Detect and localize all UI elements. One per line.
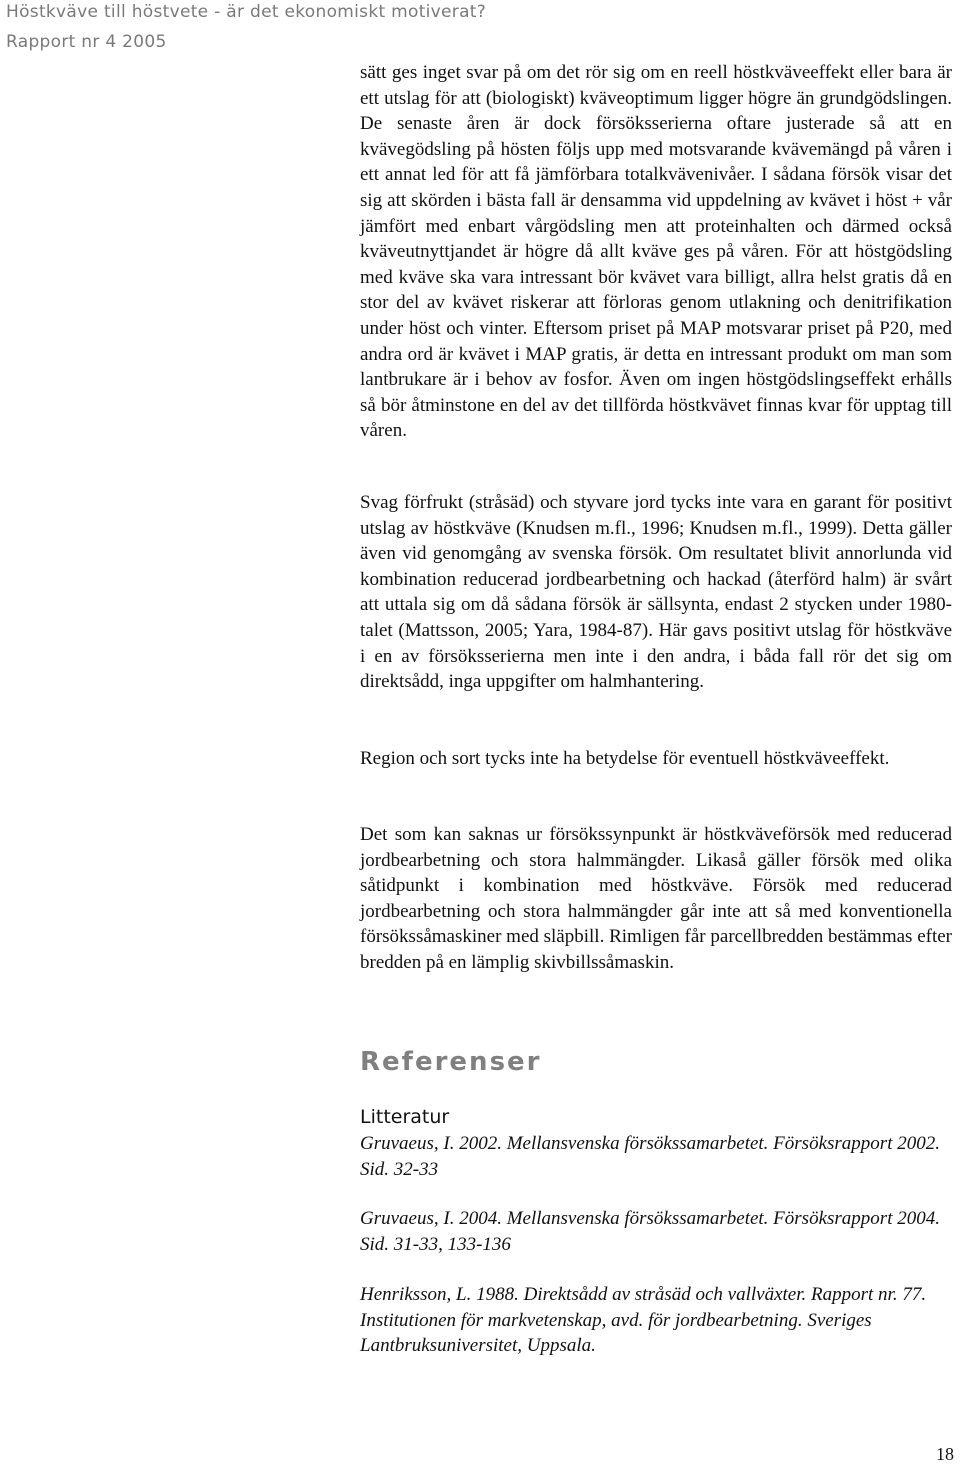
paragraph-3: Region och sort tycks inte ha betydelse för eventuell höstkväveeffekt.	[360, 748, 890, 769]
references-heading: Referenser	[360, 1047, 542, 1077]
running-header	[6, 2, 486, 52]
literature-subheading: Litteratur	[360, 1106, 450, 1128]
document-title: Höstkväve till höstvete - är det ekonomiskt motiverat?	[6, 2, 487, 22]
page-number: 18	[936, 1444, 954, 1464]
report-number: Rapport nr 4 2005	[6, 32, 167, 52]
reference-item: Gruvaeus, I. 2004. Mellansvenska försökssamarbetet. Försöksrapport 2004. Sid. 31-33, 133-136	[360, 1208, 940, 1255]
reference-item: Henriksson, L. 1988. Direktsådd av stråsäd och vallväxter. Rapport nr. 77. Institutionen för markvetenskap, avd. för jordbearbetning. Sveriges Lantbruksuniversitet, Uppsala.	[360, 1284, 927, 1357]
paragraph-1: sätt ges inget svar på om det rör sig om en reell höstkväveeffekt eller bara är ett utslag för att (biologiskt) kväveoptimum ligger högre än grundgödslingen. De senaste åren är dock försöksserierna oftare justerade så att en kvävegödsling på hösten följs upp med motsvarande kvävemängd på våren i ett annat led för att få jämförbara totalkvävenivåer. I sådana försök visar det sig att skörden i bästa fall är densamma vid uppdelning av kvävet i höst + vår jämfört med enbart vårgödsling men att proteinhalten och därmed också kväveutnyttjandet är högre då allt kväve ges på våren. För att höstgödsling med kväve ska vara intressant bör kvävet vara billigt, allra helst gratis då en stor del av kvävet riskerar att förloras genom utlakning och denitrifikation under höst och vinter. Eftersom priset på MAP motsvarar priset på P20, med andra ord är kvävet i MAP gratis, är detta en intressant produkt om man som lantbrukare är i behov av fosfor. Även om ingen höstgödslingseffekt erhålls så bör åtminstone en del av det tillförda höstkvävet finnas kvar för upptag till våren.	[360, 62, 952, 442]
paragraph-4: Det som kan saknas ur försökssynpunkt är höstkväveförsök med reducerad jordbearbetning och stora halmmängder. Likaså gäller försök med olika såtidpunkt i kombination med höstkväve. Försök med reducerad jordbearbetning och stora halmmängder går inte att så med konventionella försökssåmaskiner med släpbill. Rimligen får parcellbredden bestämmas efter bredden på en lämplig skivbillssåmaskin.	[360, 824, 952, 973]
paragraph-2: Svag förfrukt (stråsäd) och styvare jord tycks inte vara en garant för positivt utslag av höstkväve (Knudsen m.fl., 1996; Knudsen m.fl., 1999). Detta gäller även vid genomgång av svenska försök. Om resultatet blivit annorlunda vid kombination reducerad jordbearbetning och hackad (återförd halm) är svårt att uttala sig om då sådana försök är sällsynta, endast 2 stycken under 1980-talet (Mattsson, 2005; Yara, 1984-87). Här gavs positivt utslag för höstkväve i en av försöksserierna men inte i den andra, i båda fall rör det sig om direktsådd, inga uppgifter om halmhantering.	[360, 492, 952, 693]
reference-item: Gruvaeus, I. 2002. Mellansvenska försökssamarbetet. Försöksrapport 2002. Sid. 32-33	[360, 1133, 940, 1180]
